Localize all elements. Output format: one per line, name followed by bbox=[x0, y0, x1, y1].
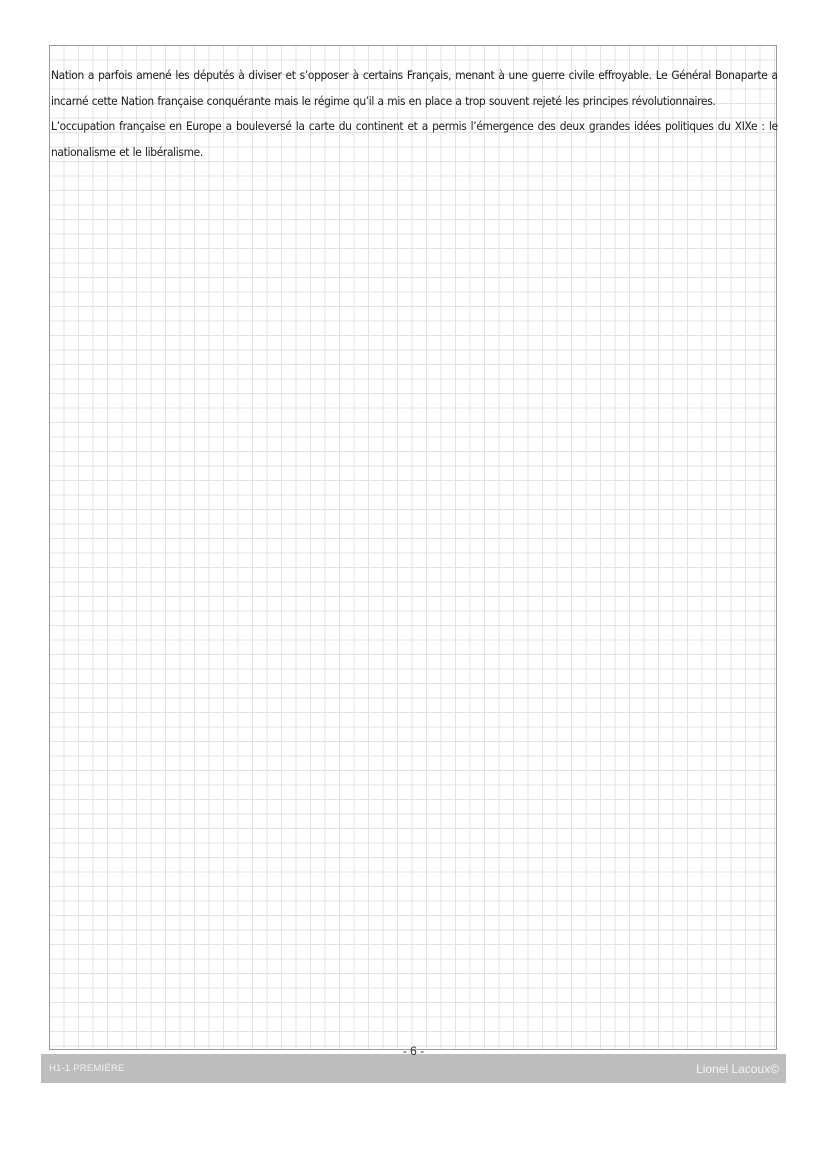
paragraph-1: Nation a parfois amené les députés à diviser et s’opposer à certains Français, menant à une guerre civile effroyable. Le Général Bonaparte a incarné cette Nation française conquérante mais le régime qu’il a mis en place a trop souvent rejeté les principes révolutionnaires. bbox=[51, 69, 778, 108]
page-content bbox=[51, 63, 778, 165]
paragraph-2: L’occupation française en Europe a bouleversé la carte du continent et a permis l’émergence des deux grandes idées politiques du XIXe : le nationalisme et le libéralisme. bbox=[51, 120, 778, 159]
footer-page-number: - 6 - bbox=[402, 1044, 425, 1058]
footer-author: Lionel Lacoux© bbox=[696, 1062, 779, 1076]
footer-course-label: H1-1 PREMIÈRE bbox=[49, 1063, 125, 1074]
page-footer bbox=[41, 1044, 786, 1083]
page-frame bbox=[49, 45, 777, 1050]
